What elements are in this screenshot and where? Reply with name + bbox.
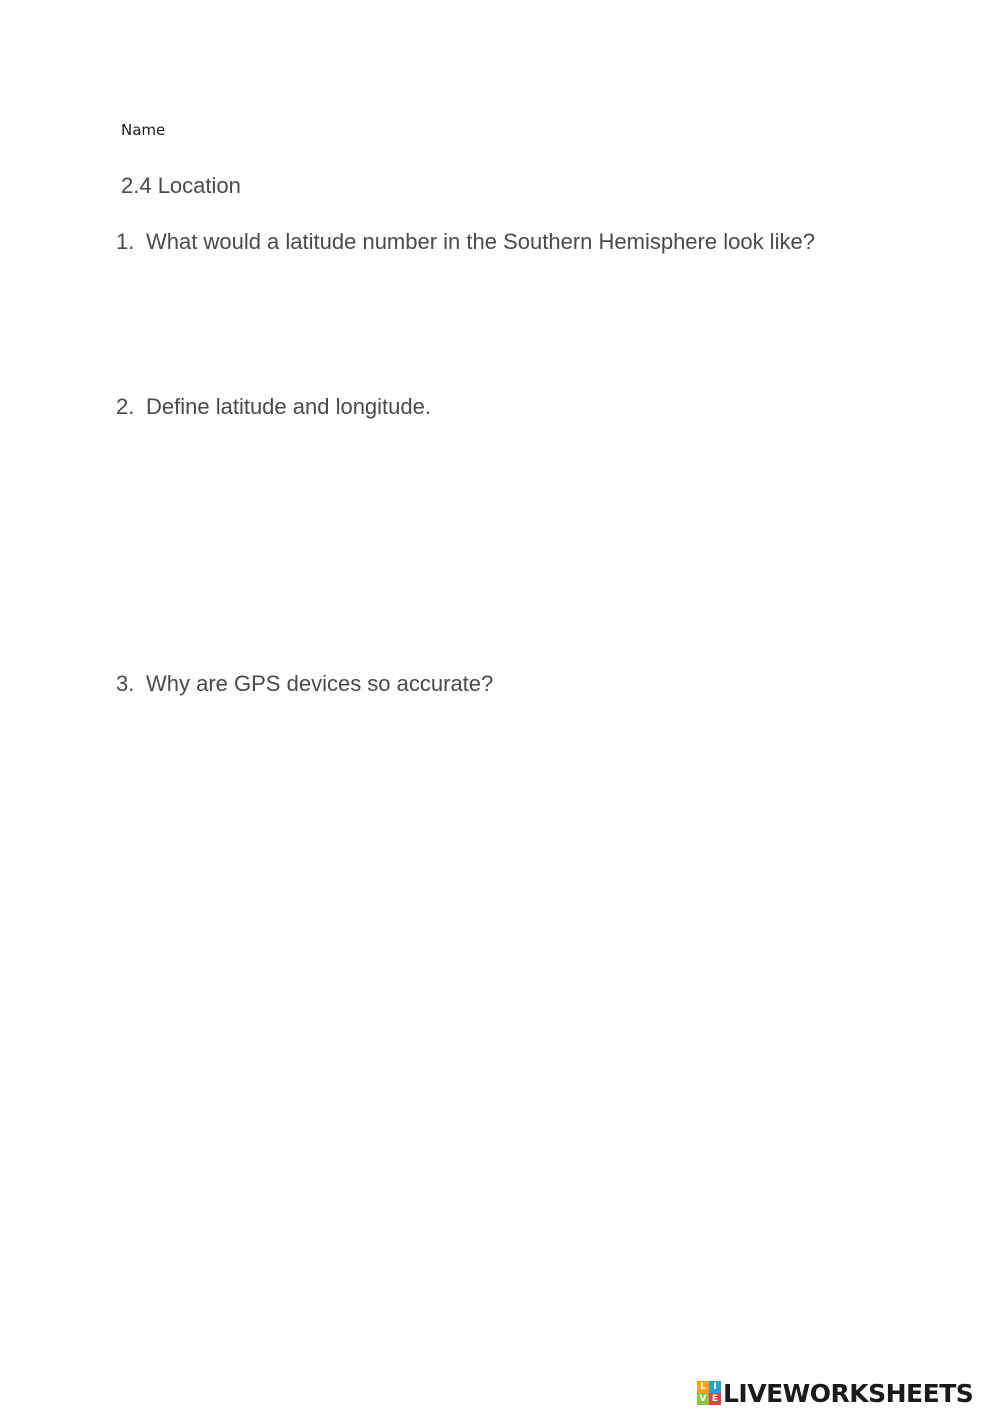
question-text: What would a latitude number in the Southern Hemisphere look like? xyxy=(146,229,815,254)
name-label: Name xyxy=(121,121,166,139)
question-1 xyxy=(116,229,815,255)
question-text: Why are GPS devices so accurate? xyxy=(146,671,494,696)
liveworksheets-logo xyxy=(697,1377,973,1409)
question-number: 2. xyxy=(116,394,135,419)
question-3 xyxy=(116,671,493,697)
liveworksheets-logo-icon xyxy=(697,1381,721,1405)
logo-icon-cell: I xyxy=(709,1381,721,1393)
logo-icon-cell: E xyxy=(709,1393,721,1405)
question-number: 3. xyxy=(116,671,135,696)
question-text: Define latitude and longitude. xyxy=(146,394,431,419)
question-number: 1. xyxy=(116,229,135,254)
logo-icon-cell: V xyxy=(697,1393,709,1405)
section-title: 2.4 Location xyxy=(121,173,241,198)
question-2 xyxy=(116,394,431,420)
logo-icon-cell: L xyxy=(697,1381,709,1393)
logo-text: LIVEWORKSHEETS xyxy=(723,1378,974,1408)
